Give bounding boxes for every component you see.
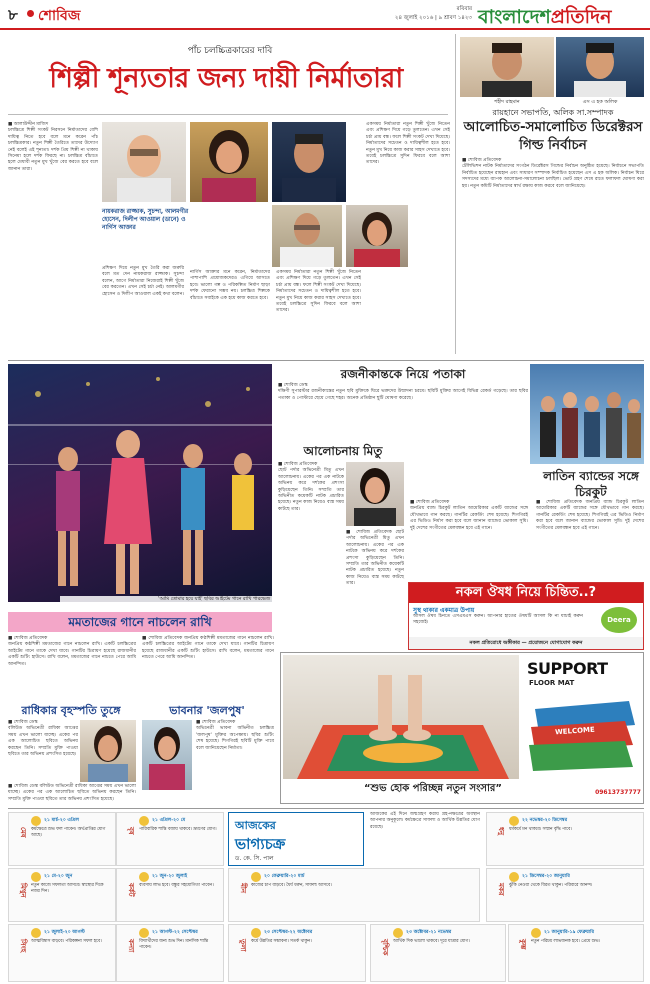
latin-headline: লাতিন ব্যান্ডের সঙ্গে চিরকুট: [543, 469, 639, 499]
zodiac-name: কর্কট: [127, 883, 135, 897]
zodiac-reading: ঝুঁকি নেওয়া থেকে বিরত থাকুন। পরিবারে আনন্দ।: [509, 883, 593, 888]
zodiac-dates: ২৩ অক্টোবর-২১ নভেম্বর: [406, 930, 452, 935]
zodiac-name: বৃশ্চিক: [381, 939, 389, 956]
zodiac-sign-cell: [508, 924, 644, 982]
photo-shahid-rahman: [460, 37, 554, 97]
bullet-icon: [27, 10, 34, 17]
zodiac-symbol-icon: [509, 816, 519, 826]
lead-column-1: ■ আলাউদ্দীন মাজিদ চলচ্চিত্রে শিল্পী সংকট নিরসনে নির্মাতাদের বেশি দায়িত্ব নিতে হবে বলে মনে করেন পাঁচ চলচ্চিত্রকার। নতুন শিল্পী তৈরিতে তাদের উদ্যোগ নেই বলেই এই শূন্যতা। দর্শক প্রিয় শিল্পী না থাকায় সিনেমা হলে দর্শক ফিরছে না। চলচ্চিত্র বাঁচাতে হলে মেধাবী নতুন মুখ খুঁজে বের করতে হবে বলে জানান তারা।: [8, 122, 98, 172]
zodiac-name: বৃষ: [127, 827, 135, 835]
zodiac-sign-cell: [8, 812, 116, 866]
zodiac-symbol-icon: [251, 872, 261, 882]
horoscope-title-box: [228, 812, 364, 866]
zodiac-name: মকর: [497, 883, 505, 896]
rakhi-body-2: ■ শোবিজ প্রতিবেদক জনপ্রিয় কণ্ঠশিল্পী মমতাজের গানে নাচলেন রাখি। একটি চলচ্চিত্রের আইটেম গানে তাকে দেখা যাবে। গানটির চিত্রায়ণ হয়েছে রাজধানীর একটি শুটিং হাউসে। রাখি বলেন, মমতাজের গানে নাচতে পেরে আমি আনন্দিত।: [142, 636, 274, 661]
lead-column-2: প্রশিক্ষণ দিয়ে নতুন মুখ তৈরি করা জরুরি বলে মত দেন নায়করাজ রাজ্জাক। সুচন্দা বলেন, আগে নির্মাতারা নিজেরাই শিল্পী খুঁজে বের করতেন। এখন সেই চর্চা নেই। আলমগীর হোসেন ও দিলীপ আওয়াল একই কথা বলেন।: [102, 266, 184, 297]
zodiac-sign-cell: [228, 868, 480, 922]
divider: [8, 808, 644, 809]
zodiac-dates: ২১ ডিসেম্বর-২০ জানুয়ারি: [522, 874, 570, 879]
zodiac-dates: ২৩ সেপ্টেম্বর-২২ অক্টোবর: [264, 930, 313, 935]
ad-brand: SUPPORT: [527, 659, 608, 678]
divider: [8, 114, 448, 115]
page-header: [0, 0, 650, 34]
ad-slogan: “শুভ হোক পরিচ্ছন্ন নতুন সংসার”: [363, 783, 503, 794]
guild-body: ■ শোবিজ প্রতিবেদক টেলিভিশন নাটক নির্মাতাদের সংগঠন ডিরেক্টরস গিল্ডের নির্বাচন অনুষ্ঠিত হয়েছে। নির্বাচনে সভাপতি নির্বাচিত হয়েছেন রায়হান এবং সাধারণ সম্পাদক নির্বাচিত হয়েছেন এস এ হক অলিক। নির্বাচন ঘিরে সদস্যদের মধ্যে ব্যাপক আলোচনা-সমালোচনা চলছিল। ভোট গ্রহণ শেষে রাতে ফলাফল ঘোষণা করা হয়। নতুন কমিটি নির্মাতাদের স্বার্থ রক্ষায় কাজ করবে বলে জানিয়েছে।: [462, 158, 644, 189]
zodiac-dates: ২১ আগস্ট-২২ সেপ্টেম্বর: [152, 930, 198, 935]
rakhi-photo-caption: 'আমি তোমার হয়ে যাই' ছবির আইটেম গানে রাখি পারভেজ: [60, 596, 272, 604]
zodiac-reading: বিদ্যার্থীদের জন্য শুভ দিন। মানসিক শান্তি পাবেন।: [139, 939, 208, 950]
zodiac-reading: ব্যবসায় লাভ হবে। বন্ধুর সহযোগিতা পাবেন।: [139, 883, 214, 888]
zodiac-sign-cell: [8, 868, 116, 922]
photo-dilip: [272, 205, 342, 267]
zodiac-symbol-icon: [31, 928, 41, 938]
horoscope-title-b: ভাগ্যচক্র: [235, 835, 286, 853]
guild-headline: আলোচিত-সমালোচিত ডিরেক্টরস গিল্ড নির্বাচন: [463, 119, 643, 153]
mithu-body-1: ■ শোবিজ প্রতিবেদক ছোট পর্দার অভিনেত্রী মিতু এখন আলোচনায়। একের পর এক নাটকে অভিনয় করে দর্শকের প্রশংসা কুড়িয়েছেন তিনি। সম্প্রতি তার অভিনীত কয়েকটি নাটক প্রচারিত হয়েছে। নতুন কাজ নিয়েও ব্যস্ত সময় কাটছে তার।: [278, 462, 344, 512]
zodiac-reading: কর্মক্ষেত্রে শুভ ফল পাবেন। অর্থপ্রাপ্তির যোগ আছে।: [31, 827, 106, 838]
zodiac-sign-cell: [116, 812, 224, 866]
zodiac-name: মেষ: [19, 827, 27, 838]
masthead-part-b: প্রতিদিন: [550, 6, 612, 28]
zodiac-sign-cell: [228, 924, 366, 982]
zodiac-reading: কাজের চাপ বাড়বে। ধৈর্য ধরুন, সাফল্য আসবে।: [251, 883, 332, 888]
masthead-part-a: বাংলাদেশ: [478, 6, 551, 28]
zodiac-dates: ২১ মে-২০ জুন: [44, 874, 73, 879]
ad-medicine-headline: নকল ঔষধ নিয়ে চিন্তিত..?: [409, 583, 643, 603]
zodiac-symbol-icon: [139, 928, 149, 938]
mithu-body-2: ■ শোবিজ প্রতিবেদক ছোট পর্দার অভিনেত্রী মিতু এখন আলোচনায়। একের পর এক নাটকে অভিনয় করে দর্শকের প্রশংসা কুড়িয়েছেন তিনি। সম্প্রতি তার অভিনীত কয়েকটি নাটক প্রচারিত হয়েছে। নতুন কাজ নিয়েও ব্যস্ত সময় কাটছে তার।: [346, 530, 404, 587]
horoscope-author: ড. কে. সি. পাল: [235, 855, 274, 862]
header-rule: [0, 28, 650, 30]
ad-medicine-body: আসল ঔষধ চিনতে এসএমএস করুন। আপনার হাতের ঔষধটি আসল কি না যাচাই করুন সহজেই।: [413, 614, 583, 626]
lead-column-4: একসময় নির্মাতারা নতুন শিল্পী খুঁজে নিতেন এবং প্রশিক্ষণ দিয়ে গড়ে তুলতেন। এখন সেই চর্চা প্রায় বন্ধ। ফলে শিল্পী সংকট দেখা দিয়েছে। নির্মাতাদের সচেতন ও দায়িত্বশীল হতে হবে। নতুন মুখ নিয়ে কাজ করার সাহস দেখাতে হবে। তবেই চলচ্চিত্রে সুদিন ফিরবে বলে আশা তাদের।: [276, 270, 361, 314]
mat-welcome-text: WELCOME: [554, 725, 596, 737]
zodiac-name: কন্যা: [127, 939, 135, 953]
date-label: ২৪ জুলাই ২০১৬ | ৯ শ্রাবণ ১৪২৩: [394, 15, 472, 21]
zodiac-symbol-icon: [531, 928, 541, 938]
column-rule: [455, 34, 456, 354]
jolpush-headline: ভাবনার 'জলপুষ': [169, 704, 245, 717]
photo-razzak: [102, 122, 186, 202]
rakhi-body-1: ■ শোবিজ প্রতিবেদক জনপ্রিয় কণ্ঠশিল্পী মমতাজের গানে নাচলেন রাখি। একটি চলচ্চিত্রের আইটেম গানে তাকে দেখা যাবে। গানটির চিত্রায়ণ হয়েছে রাজধানীর একটি শুটিং হাউসে। রাখি বলেন, মমতাজের গানে নাচতে পেরে আমি আনন্দিত।: [8, 636, 136, 667]
photo-bhabna: [142, 720, 192, 790]
zodiac-reading: নতুন পরিচয় লাভজনক হবে। প্রেমে শুভ।: [531, 939, 601, 944]
zodiac-dates: ২১ জুলাই-২০ আগস্ট: [44, 930, 85, 935]
deera-logo-icon: Deera: [601, 607, 637, 633]
zodiac-sign-cell: [116, 868, 224, 922]
zodiac-name: মীন: [239, 883, 247, 894]
zodiac-symbol-icon: [31, 816, 41, 826]
radhika-headline: রাধিকার বৃহস্পতি তুঙ্গে: [21, 704, 121, 717]
zodiac-symbol-icon: [251, 928, 261, 938]
ad-medicine: [408, 582, 644, 650]
horoscope-title-a: আজকের: [235, 819, 276, 832]
jolpush-body: ■ শোবিজ প্রতিবেদক অভিনেত্রী ভাবনা অভিনীত চলচ্চিত্র 'জলপুষ' মুক্তির অপেক্ষায়। ছবির শুটিং শেষ হয়েছে। শিগগিরই ছবিটি মুক্তি পাবে বলে জানিয়েছেন নির্মাতা।: [196, 720, 274, 751]
zodiac-dates: ২০ ফেব্রুয়ারি-২০ মার্চ: [264, 874, 305, 879]
zodiac-reading: ধর্মকর্মে মন থাকবে। সম্মান বৃদ্ধি পাবে।: [509, 827, 572, 832]
photo-alik: [556, 37, 644, 97]
zodiac-name: ধনু: [497, 827, 505, 836]
zodiac-reading: আত্মবিশ্বাস বাড়বে। পরিকল্পনা সফল হবে।: [31, 939, 102, 944]
divider: [8, 360, 644, 361]
zodiac-reading: কর্মে উন্নতির সম্ভাবনা। সতর্ক থাকুন।: [251, 939, 312, 944]
lead-column-3: নার্গিস আক্তার মনে করেন, নির্মাতাদের পাশাপাশি প্রযোজকদেরও এগিয়ে আসতে হবে। ভালো গল্প ও পরিকল্পিত নির্মাণ ছাড়া দর্শক ফেরানো সম্ভব নয়। চলচ্চিত্র শিল্পকে বাঁচাতে সবাইকে এক হয়ে কাজ করতে হবে।: [190, 270, 270, 301]
zodiac-symbol-icon: [139, 816, 149, 826]
zodiac-symbol-icon: [139, 872, 149, 882]
mat-photo: [283, 655, 519, 779]
zodiac-dates: ২১ মার্চ-২০ এপ্রিল: [44, 818, 80, 823]
ad-product: FLOOR MAT: [529, 679, 575, 687]
zodiac-reading: নতুন কাজে সফলতা আসবে। স্বাস্থ্যের দিকে নজর দিন।: [31, 883, 104, 894]
zodiac-dates: ২১ জানুয়ারি-১৯ ফেব্রুয়ারি: [544, 930, 595, 935]
latin-body: ■ শোবিজ প্রতিবেদক জনপ্রিয় ব্যান্ড চিরকুট লাতিন আমেরিকার একটি ব্যান্ডের সঙ্গে যৌথভাবে গান করছে। গানটির রেকর্ডিং শেষ হয়েছে। শিগগিরই এর ভিডিও নির্মাণ করা হবে বলে জানান ব্যান্ডের ভোকাল সুমি। দুই দেশের সংগীতের মেলবন্ধন হবে এই গানে।: [410, 500, 528, 531]
lead-headline: শিল্পী শূন্যতার জন্য দায়ী নির্মাতারা: [49, 63, 403, 94]
guild-photo-caption-left: শহীদ রাহমান: [494, 99, 520, 105]
radhika-body: ■ শোবিজ ডেস্ক বলিউড অভিনেত্রী রাধিকা আপ্তের সময় এখন ভালো যাচ্ছে। একের পর এক আলোচিত ছবিতে অভিনয় করছেন তিনি। সম্প্রতি মুক্তি পাওয়া ছবিতে তার অভিনয় প্রশংসিত হয়েছে।: [8, 720, 78, 758]
zodiac-sign-cell: [370, 924, 506, 982]
rajini-headline: রজনীকান্তকে নিয়ে পতাকা: [340, 367, 466, 381]
zodiac-sign-cell: [486, 812, 644, 866]
latin-body-2: ■ শোবিজ প্রতিবেদক জনপ্রিয় ব্যান্ড চিরকুট লাতিন আমেরিকার একটি ব্যান্ডের সঙ্গে যৌথভাবে গান করছে। গানটির রেকর্ডিং শেষ হয়েছে। শিগগিরই এর ভিডিও নির্মাণ করা হবে বলে জানান ব্যান্ডের ভোকাল সুমি। দুই দেশের সংগীতের মেলবন্ধন হবে এই গানে।: [536, 500, 644, 531]
zodiac-dates: ২২ নভেম্বর-২০ ডিসেম্বর: [522, 818, 568, 823]
mithu-headline: আলোচনায় মিতু: [303, 444, 383, 458]
photo-suchanda: [190, 122, 268, 202]
zodiac-name: কুম্ভ: [519, 939, 527, 950]
horoscope-intro: আজকের এই দিনে জন্মগ্রহণ করায় গ্রহ-নক্ষত্রের অবস্থান আপনার অনুকূলে। কর্মক্ষেত্রে সাফল্য ও আর্থিক উন্নতির যোগ রয়েছে।: [370, 812, 480, 830]
rajini-body: ■ শোবিজ ডেস্ক দক্ষিণী সুপারস্টার রজনীকান্তের নতুন ছবি মুক্তিকে ঘিরে ভক্তদের উন্মাদনা চরমে। ছবিটি মুক্তির আগেই বিভিন্ন রেকর্ড গড়েছে। তার ছবির পতাকা ও পোস্টারে ছেয়ে গেছে শহর। অনেক প্রতিষ্ঠান ছুটি ঘোষণা করেছে।: [278, 383, 528, 401]
zodiac-sign-cell: [486, 868, 644, 922]
zodiac-dates: ২১ জুন-২০ জুলাই: [152, 874, 188, 879]
mat-stack: [525, 695, 639, 775]
photo-radhika: [80, 720, 136, 782]
photo-alamgir: [272, 122, 346, 202]
lead-photo-caption: নায়করাজ রাজ্জাক, সুচন্দা, আলমগীর হোসেন, দিলীপ আওয়াল (ডানে) ও নার্গিস আক্তার: [102, 209, 189, 231]
guild-kicker: রায়হানে সভাপতি, অলিক সা.সম্পাদক: [492, 108, 614, 117]
zodiac-sign-cell: [116, 924, 224, 982]
page-number: ৮: [8, 6, 18, 24]
zodiac-reading: আর্থিক দিক ভালো থাকবে। দূরে যাত্রার যোগ।: [393, 939, 470, 944]
masthead: [478, 3, 611, 35]
day-label: রবিবার: [456, 6, 472, 12]
ad-medicine-footer: নকল প্রতিরোধে অঙ্গীকার — প্রয়োজনে যোগাযোগ করুন: [409, 637, 643, 649]
zodiac-dates: ২১ এপ্রিল-২০ মে: [152, 818, 186, 823]
zodiac-name: মিথুন: [19, 883, 27, 898]
photo-chirkut-band: [530, 364, 644, 464]
zodiac-name: তুলা: [239, 939, 247, 952]
radhika-body-2: ■ শোবিজ ডেস্ক বলিউড অভিনেত্রী রাধিকা আপ্তের সময় এখন ভালো যাচ্ছে। একের পর এক আলোচিত ছবিতে অভিনয় করছেন তিনি। সম্প্রতি মুক্তি পাওয়া ছবিতে তার অভিনয় প্রশংসিত হয়েছে।: [8, 784, 136, 802]
zodiac-symbol-icon: [31, 872, 41, 882]
photo-mithu: [346, 462, 404, 526]
lead-kicker: পাঁচ চলচ্চিত্রকারের দাবি: [187, 46, 273, 56]
zodiac-sign-cell: [8, 924, 116, 982]
ad-medicine-sub: সুস্থ থাকার একমাত্র উপায়: [413, 607, 475, 614]
lead-column-5: একসময় নির্মাতারা নতুন শিল্পী খুঁজে নিতেন এবং প্রশিক্ষণ দিয়ে গড়ে তুলতেন। এখন সেই চর্চা প্রায় বন্ধ। ফলে শিল্পী সংকট দেখা দিয়েছে। নির্মাতাদের সচেতন ও দায়িত্বশীল হতে হবে। নতুন মুখ নিয়ে কাজ করার সাহস দেখাতে হবে। তবেই চলচ্চিত্রে সুদিন ফিরবে বলে আশা তাদের।: [366, 122, 450, 166]
zodiac-symbol-icon: [509, 872, 519, 882]
photo-rakhi-dance: [8, 364, 272, 602]
guild-photo-caption-right: এস এ হক অলিক: [582, 99, 618, 105]
ad-floor-mat: [280, 652, 644, 804]
zodiac-reading: পারিবারিক শান্তি বজায় থাকবে। ভ্রমণের যোগ।: [139, 827, 217, 832]
zodiac-name: সিংহ: [19, 939, 27, 953]
zodiac-symbol-icon: [393, 928, 403, 938]
rakhi-headline: মমতাজের গানে নাচলেন রাখি: [8, 612, 272, 632]
section-name: শোবিজ: [38, 8, 81, 24]
ad-phone: 09613737777: [595, 789, 641, 796]
